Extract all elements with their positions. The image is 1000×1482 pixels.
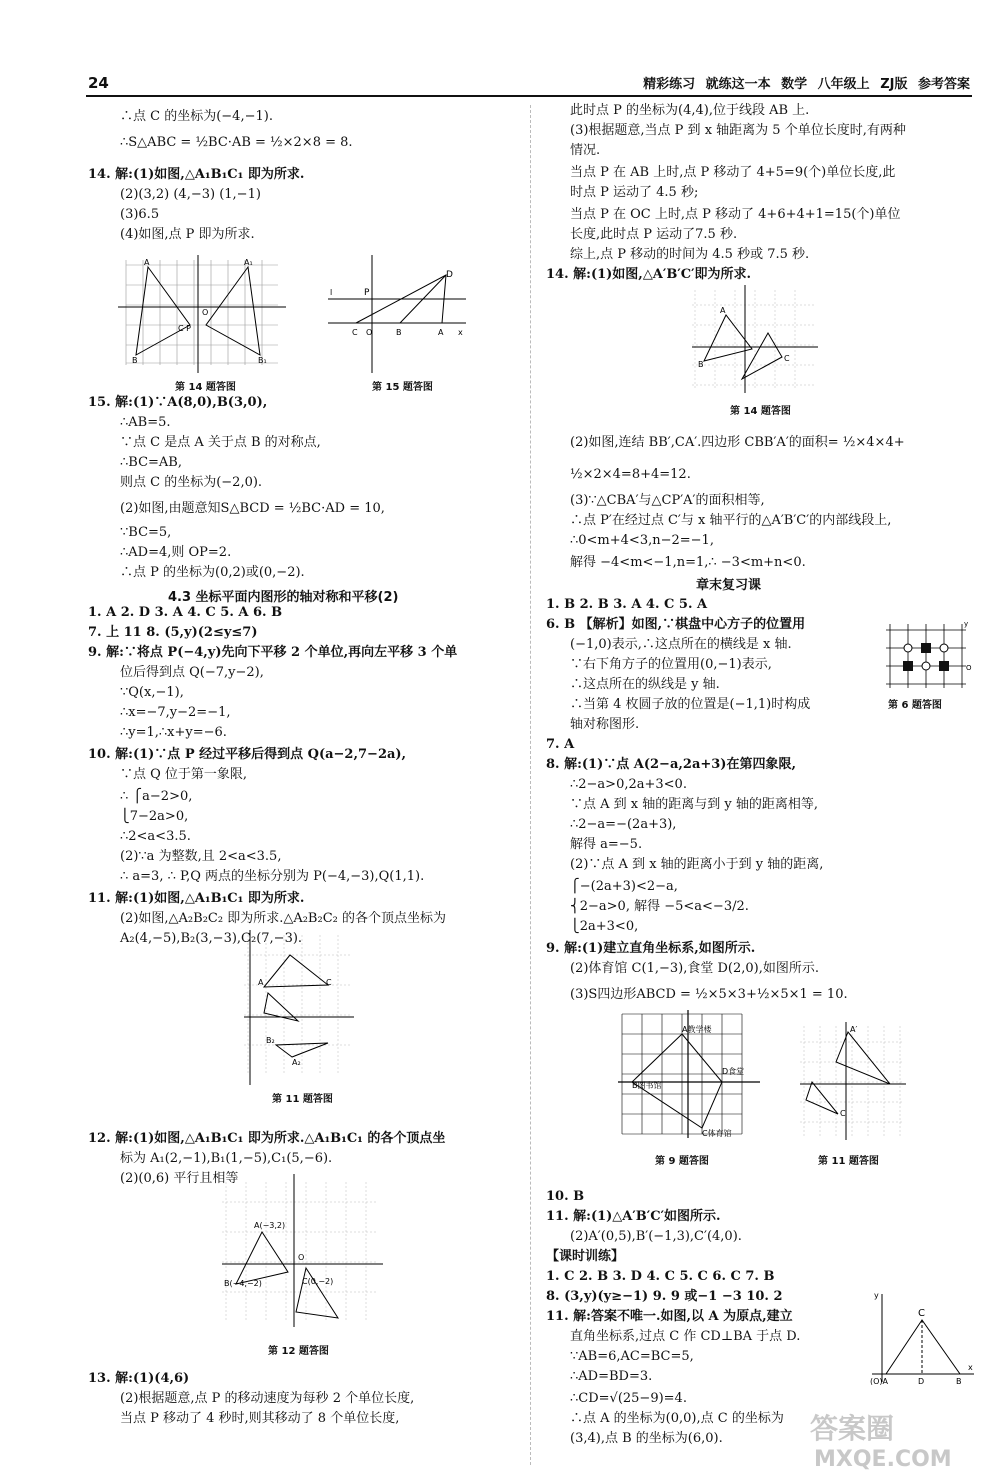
- text-line: (2)∵a 为整数,且 2<a<3.5,: [120, 849, 282, 864]
- text-line: 此时点 P 的坐标为(4,4),位于线段 AB 上.: [570, 103, 810, 118]
- label-library: B图书馆: [632, 1081, 662, 1090]
- page-header: [0, 0, 1000, 100]
- text-line: ∴2−a>0,2a+3<0.: [570, 777, 687, 792]
- text-line: 位后得到点 Q(−7,y−2),: [120, 665, 264, 680]
- svg-text:O: O: [966, 664, 972, 672]
- caption-q9-right: 第 9 题答图: [655, 1156, 709, 1167]
- q15-left-figure: [328, 255, 468, 375]
- text-line: ∵BC=5,: [120, 525, 172, 540]
- svg-text:A: A: [144, 258, 150, 267]
- caption-q11-right: 第 11 题答图: [818, 1156, 879, 1167]
- svg-text:C: C: [784, 354, 790, 363]
- q6-right-figure: [880, 618, 975, 693]
- svg-text:O: O: [202, 308, 209, 317]
- text-line: 6. B 【解析】如图,∵棋盘中心方子的位置用: [546, 617, 806, 632]
- text-line: ∴CD=√(25−9)=4.: [570, 1391, 687, 1406]
- text-line: 7. A: [546, 737, 575, 752]
- text-line: A₂(4,−5),B₂(3,−3),C₂(7,−3).: [120, 931, 303, 946]
- text-line: (2)体育馆 C(1,−3),食堂 D(2,0),如图所示.: [570, 961, 819, 976]
- text-line: ∴点 P′在经过点 C′与 x 轴平行的△A′B′C′的内部线段上,: [570, 513, 892, 528]
- text-line: 9. 解:∵将点 P(−4,y)先向下平移 2 个单位,再向左平移 3 个单: [88, 645, 458, 660]
- text-line: ∴AD=4,则 OP=2.: [120, 545, 232, 560]
- text-line: (2)∵点 A 到 x 轴的距离小于到 y 轴的距离,: [570, 857, 824, 872]
- q9-right-figure: [618, 1010, 763, 1140]
- svg-text:答案圈: 答案圈: [810, 1412, 895, 1445]
- svg-text:x: x: [458, 328, 463, 337]
- text-line: ⎩7−2a>0,: [120, 809, 189, 824]
- svg-text:B: B: [396, 328, 402, 337]
- text-line: 11. 解:答案不唯一.如图,以 A 为原点,建立: [546, 1309, 793, 1324]
- svg-text:B: B: [698, 360, 704, 369]
- text-line: ∵AB=6,AC=BC=5,: [570, 1349, 694, 1364]
- text-line: (2)(3,2) (4,−3) (1,−1): [120, 187, 261, 202]
- text-line: ⎨2−a>0, 解得 −5<a<−3/2.: [570, 899, 749, 914]
- text-line: 8. (3,y)(y≥−1) 9. 9 或−1 −3 10. 2: [546, 1289, 783, 1304]
- text-line: 10. B: [546, 1189, 585, 1204]
- text-line: (−1,0)表示,∴这点所在的横线是 x 轴.: [570, 637, 792, 652]
- text-line: (3)6.5: [120, 207, 160, 222]
- text-line: ½×2×4=8+4=12.: [570, 467, 691, 482]
- text-line: 解得 −4<m<−1,n=1,∴ −3<m+n<0.: [570, 555, 806, 570]
- header-rule: [86, 95, 972, 97]
- svg-text:B: B: [956, 1377, 962, 1385]
- text-line: 12. 解:(1)如图,△A₁B₁C₁ 即为所求.△A₁B₁C₁ 的各个顶点坐: [88, 1131, 446, 1146]
- text-line: ∴S△ABC = ½BC·AB = ½×2×8 = 8.: [120, 135, 353, 150]
- text-line: 13. 解:(1)(4,6): [88, 1371, 190, 1386]
- text-line: ∴当第 4 枚圆子放的位置是(−1,1)时构成: [570, 697, 811, 712]
- text-line: 直角坐标系,过点 C 作 CD⊥BA 于点 D.: [570, 1329, 801, 1344]
- svg-text:A(−3,2): A(−3,2): [254, 1221, 286, 1230]
- text-line: ∴点 P 的坐标为(0,2)或(0,−2).: [120, 565, 305, 580]
- text-line: ⎧−(2a+3)<2−a,: [570, 879, 678, 894]
- text-line: ∵右下角方子的位置用(0,−1)表示,: [570, 657, 772, 672]
- text-line: (3)∵△CBA′与△CP′A′的面积相等,: [570, 493, 765, 508]
- section-heading: 章末复习课: [696, 578, 762, 593]
- text-line: (2)根据题意,点 P 的移动速度为每秒 2 个单位长度,: [120, 1391, 415, 1406]
- q14-right-figure: [690, 285, 820, 395]
- svg-text:l: l: [330, 288, 333, 297]
- svg-text:A₁: A₁: [244, 258, 253, 267]
- text-line: 时点 P 运动了 4.5 秒;: [570, 185, 699, 200]
- caption-q14-left: 第 14 题答图: [175, 382, 236, 393]
- text-line: 1. C 2. B 3. D 4. C 5. C 6. C 7. B: [546, 1269, 775, 1284]
- caption-q14-right: 第 14 题答图: [730, 406, 791, 417]
- svg-text:O: O: [298, 1253, 305, 1262]
- svg-text:C: C: [840, 1109, 846, 1118]
- text-line: 15. 解:(1)∵A(8,0),B(3,0),: [88, 395, 268, 410]
- text-line: (2)A′(0,5),B′(−1,3),C′(4,0).: [570, 1229, 742, 1244]
- svg-text:x: x: [968, 1363, 973, 1372]
- triangle-abc-figure: [868, 1290, 978, 1385]
- text-line: (3,4),点 B 的坐标为(6,0).: [570, 1431, 723, 1446]
- svg-text:A₂: A₂: [292, 1058, 301, 1067]
- text-line: 则点 C 的坐标为(−2,0).: [120, 475, 263, 490]
- svg-text:(O)A: (O)A: [870, 1377, 889, 1385]
- text-line: (3)S四边形ABCD = ½×5×3+½×5×1 = 10.: [570, 987, 848, 1002]
- svg-text:A: A: [438, 328, 444, 337]
- text-line: 10. 解:(1)∵点 P 经过平移后得到点 Q(a−2,7−2a),: [88, 747, 407, 762]
- text-line: 标为 A₁(2,−1),B₁(1,−5),C₁(5,−6).: [120, 1151, 333, 1166]
- text-line: (2)(0,6) 平行且相等: [120, 1171, 239, 1186]
- page-number: 24: [88, 74, 109, 92]
- text-line: ∵点 C 是点 A 关于点 B 的对称点,: [120, 435, 321, 450]
- section-heading: 4.3 坐标平面内图形的轴对称和平移(2): [168, 590, 399, 605]
- svg-text:C(0,−2): C(0,−2): [302, 1277, 334, 1286]
- text-line: ∵点 A 到 x 轴的距离与到 y 轴的距离相等,: [570, 797, 818, 812]
- q11-right-figure: [798, 1022, 908, 1142]
- text-line: ∴ ⎧a−2>0,: [120, 789, 193, 804]
- text-line: 14. 解:(1)如图,△A₁B₁C₁ 即为所求.: [88, 167, 305, 182]
- svg-text:A′: A′: [850, 1025, 858, 1034]
- q12-left-figure: [218, 1172, 388, 1332]
- text-line: ∵点 Q 位于第一象限,: [120, 767, 248, 782]
- text-line: ∴这点所在的纵线是 y 轴.: [570, 677, 720, 692]
- text-line: ∴x=−7,y−2=−1,: [120, 705, 231, 720]
- svg-text:MXQE.COM: MXQE.COM: [814, 1447, 952, 1472]
- text-line: (3)根据题意,当点 P 到 x 轴距离为 5 个单位长度时,有两种: [570, 123, 906, 138]
- svg-text:D: D: [446, 270, 453, 280]
- text-line: ∴2<a<3.5.: [120, 829, 191, 844]
- text-line: 14. 解:(1)如图,△A′B′C′即为所求.: [546, 267, 752, 282]
- text-line: ∴0<m+4<3,n−2=−1,: [570, 533, 714, 548]
- text-line: 1. B 2. B 3. A 4. C 5. A: [546, 597, 708, 612]
- svg-text:B(−4,−2): B(−4,−2): [224, 1279, 262, 1288]
- text-line: 情况.: [570, 143, 601, 158]
- text-line: 当点 P 移动了 4 秒时,则其移动了 8 个单位长度,: [120, 1411, 400, 1426]
- svg-text:B₁: B₁: [258, 356, 267, 365]
- text-line: (2)如图,△A₂B₂C₂ 即为所求.△A₂B₂C₂ 的各个顶点坐标为: [120, 911, 446, 926]
- text-line: ∴点 C 的坐标为(−4,−1).: [120, 109, 273, 124]
- text-line: ∴AB=5.: [120, 415, 171, 430]
- text-line: 【课时训练】: [546, 1249, 625, 1264]
- text-line: 1. A 2. D 3. A 4. C 5. A 6. B: [88, 605, 283, 620]
- svg-text:B: B: [132, 356, 138, 365]
- text-line: 轴对称图形.: [570, 717, 640, 732]
- column-divider: [530, 105, 531, 1465]
- caption-q15-left: 第 15 题答图: [372, 382, 433, 393]
- text-line: (2)如图,由题意知S△BCD = ½BC·AD = 10,: [120, 501, 385, 516]
- svg-text:P: P: [364, 288, 370, 298]
- text-line: 当点 P 在 AB 上时,点 P 移动了 4+5=9(个)单位长度,此: [570, 165, 896, 180]
- svg-text:O: O: [366, 328, 373, 337]
- watermark-logo: [800, 1404, 990, 1474]
- label-gym: C体育馆: [702, 1129, 732, 1138]
- text-line: 当点 P 在 OC 上时,点 P 移动了 4+6+4+1=15(个)单位: [570, 207, 901, 222]
- svg-text:C: C: [326, 978, 332, 987]
- svg-text:C P: C P: [178, 324, 191, 333]
- label-teaching-building: A教学楼: [682, 1025, 712, 1034]
- svg-text:A: A: [258, 978, 264, 987]
- text-line: 解得 a=−5.: [570, 837, 643, 852]
- text-line: ∴AD=BD=3.: [570, 1369, 653, 1384]
- text-line: (2)如图,连结 BB′,CA′.四边形 CBB′A′的面积= ½×4×4+: [570, 435, 905, 450]
- svg-text:A: A: [720, 306, 726, 315]
- svg-text:B₂: B₂: [266, 1036, 275, 1045]
- text-line: ∴y=1,∴x+y=−6.: [120, 725, 227, 740]
- caption-q6-right: 第 6 题答图: [888, 700, 942, 711]
- q14-left-figure: [118, 255, 288, 375]
- text-line: 综上,点 P 移动的时间为 4.5 秒或 7.5 秒.: [570, 247, 810, 262]
- svg-text:y: y: [874, 1291, 879, 1300]
- text-line: (4)如图,点 P 即为所求.: [120, 227, 255, 242]
- text-line: ∴BC=AB,: [120, 455, 182, 470]
- text-line: ∴ a=3, ∴ P,Q 两点的坐标分别为 P(−4,−3),Q(1,1).: [120, 869, 425, 884]
- running-title: 精彩练习 就练这一本 数学 八年级上 ZJ版 参考答案: [643, 77, 970, 92]
- svg-text:D: D: [918, 1377, 925, 1385]
- text-line: 8. 解:(1)∵点 A(2−a,2a+3)在第四象限,: [546, 757, 796, 772]
- text-line: ∴2−a=−(2a+3),: [570, 817, 677, 832]
- text-line: 7. 上 11 8. (5,y)(2≤y≤7): [88, 625, 258, 640]
- text-line: 11. 解:(1)如图,△A₁B₁C₁ 即为所求.: [88, 891, 305, 906]
- caption-q11-left: 第 11 题答图: [272, 1094, 333, 1105]
- q11-left-figure: [236, 925, 356, 1090]
- caption-q12-left: 第 12 题答图: [268, 1346, 329, 1357]
- text-line: 9. 解:(1)建立直角坐标系,如图所示.: [546, 941, 756, 956]
- text-line: 长度,此时点 P 运动了7.5 秒.: [570, 227, 738, 242]
- svg-text:y: y: [964, 620, 969, 628]
- text-line: ∴点 A 的坐标为(0,0),点 C 的坐标为: [570, 1411, 784, 1426]
- text-line: 11. 解:(1)△A′B′C′如图所示.: [546, 1209, 721, 1224]
- text-line: ∵Q(x,−1),: [120, 685, 184, 700]
- svg-text:C: C: [918, 1308, 925, 1319]
- label-canteen: D食堂: [722, 1067, 745, 1076]
- svg-text:C: C: [352, 328, 358, 337]
- text-line: ⎩2a+3<0,: [570, 919, 639, 934]
